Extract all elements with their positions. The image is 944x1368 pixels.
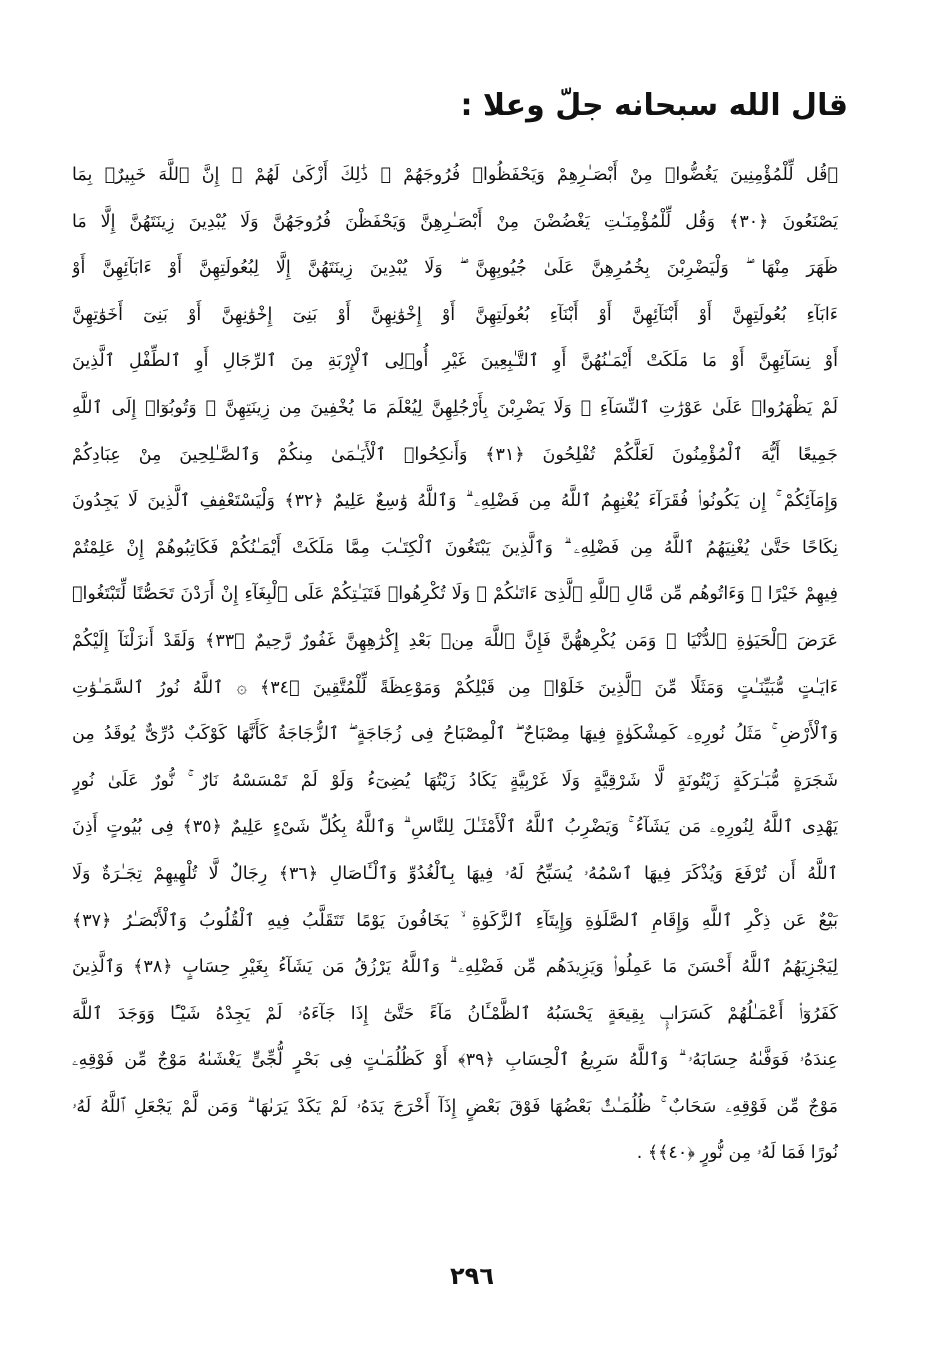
verse-line: ءَايَـٰتٍ مُّبَيِّنَـٰتٍ وَمَثَلًا مِّنَ ٱلَّذِينَ خَلَوْا۟ مِن قَبْلِكُمْ وَمَوْعِظَةً لِّلْمُتَّقِينَ ﴿٣٤﴾ ۞ ٱللَّهُ نُورُ ٱلسَّمَـٰوَٰتِ: [72, 677, 838, 698]
verse-line: نِكَاحًا حَتَّىٰ يُغْنِيَهُمُ ٱللَّهُ مِن فَضْلِهِۦ ۗ وَٱلَّذِينَ يَبْتَغُونَ ٱلْكِتَـٰبَ مِمَّا مَلَكَتْ أَيْمَـٰنُكُمْ فَكَاتِبُوهُمْ إِنْ عَلِمْتُمْ: [72, 537, 838, 558]
verse-line: أَوْ نِسَآئِهِنَّ أَوْ مَا مَلَكَتْ أَيْمَـٰنُهُنَّ أَوِ ٱلتَّـٰبِعِينَ غَيْرِ أُو۟لِى ٱلْإِرْبَةِ مِنَ ٱلرِّجَالِ أَوِ ٱلطِّفْلِ ٱلَّذِينَ: [72, 351, 838, 372]
verse-line: ٱللَّهُ أَن تُرْفَعَ وَيُذْكَرَ فِيهَا ٱسْمُهُۥ يُسَبِّحُ لَهُۥ فِيهَا بِٱلْغُدُوِّ وَٱلْـَٔاصَالِ ﴿٣٦﴾ رِجَالٌ لَّا تُلْهِيهِمْ تِجَـٰرَةٌ وَلَا: [72, 863, 838, 884]
verse-line: فِيهِمْ خَيْرًا ۖ وَءَاتُوهُم مِّن مَّالِ ٱللَّهِ ٱلَّذِىٓ ءَاتَىٰكُمْ ۚ وَلَا تُكْرِهُوا۟ فَتَيَـٰتِكُمْ عَلَى ٱلْبِغَآءِ إِنْ أَرَدْنَ تَحَصُّنًا لِّتَبْتَغُوا۟: [72, 584, 838, 605]
page-number: ٢٩٦: [450, 1262, 494, 1290]
verse-line: كَفَرُوٓا۟ أَعْمَـٰلُهُمْ كَسَرَابٍۭ بِقِيعَةٍ يَحْسَبُهُ ٱلظَّمْـَٔانُ مَآءً حَتَّىٰٓ إِذَا جَآءَهُۥ لَمْ يَجِدْهُ شَيْـًٔا وَوَجَدَ ٱللَّهَ: [72, 1003, 838, 1024]
verse-line: جَمِيعًا أَيُّهَ ٱلْمُؤْمِنُونَ لَعَلَّكُمْ تُفْلِحُونَ ﴿٣١﴾ وَأَنكِحُوا۟ ٱلْأَيَـٰمَىٰ مِنكُمْ وَٱلصَّـٰلِحِينَ مِنْ عِبَادِكُمْ: [72, 444, 838, 465]
verse-line: ءَابَآءِ بُعُولَتِهِنَّ أَوْ أَبْنَآئِهِنَّ أَوْ أَبْنَآءِ بُعُولَتِهِنَّ أَوْ إِخْوَٰنِهِنَّ أَوْ بَنِىٓ إِخْوَٰنِهِنَّ أَوْ بَنِىٓ أَخَوَٰتِهِنَّ: [72, 304, 838, 325]
verse-line: يَصْنَعُونَ ﴿٣٠﴾ وَقُل لِّلْمُؤْمِنَـٰتِ يَغْضُضْنَ مِنْ أَبْصَـٰرِهِنَّ وَيَحْفَظْنَ فُرُوجَهُنَّ وَلَا يُبْدِينَ زِينَتَهُنَّ إِلَّا مَا: [72, 211, 838, 232]
verse-line: عَرَضَ ٱلْحَيَوٰةِ ٱلدُّنْيَا ۚ وَمَن يُكْرِههُّنَّ فَإِنَّ ٱللَّهَ مِنۢ بَعْدِ إِكْرَٰهِهِنَّ غَفُورٌ رَّحِيمٌ ﴿٣٣﴾ وَلَقَدْ أَنزَلْنَآ إِلَيْكُمْ: [72, 630, 838, 651]
verse-line: شَجَرَةٍ مُّبَـٰرَكَةٍ زَيْتُونَةٍ لَّا شَرْقِيَّةٍ وَلَا غَرْبِيَّةٍ يَكَادُ زَيْتُهَا يُضِىٓءُ وَلَوْ لَمْ تَمْسَسْهُ نَارٌ ۚ نُّورٌ عَلَىٰ نُورٍ: [72, 770, 838, 791]
verse-line: ﴿قُل لِّلْمُؤْمِنِينَ يَغُضُّوا۟ مِنْ أَبْصَـٰرِهِمْ وَيَحْفَظُوا۟ فُرُوجَهُمْ ۚ ذَٰلِكَ أَزْكَىٰ لَهُمْ ۗ إِنَّ ٱللَّهَ خَبِيرٌۢ بِمَا: [72, 165, 838, 185]
verse-line: مَوْجٌ مِّن فَوْقِهِۦ سَحَابٌ ۚ ظُلُمَـٰتٌۢ بَعْضُهَا فَوْقَ بَعْضٍ إِذَآ أَخْرَجَ يَدَهُۥ لَمْ يَكَدْ يَرَىٰهَا ۗ وَمَن لَّمْ يَجْعَلِ ٱللَّهُ لَهُۥ: [72, 1096, 838, 1117]
page-heading: قال الله سبحانه جلّ وعلا :: [460, 88, 848, 123]
verse-line: وَإِمَآئِكُمْ ۚ إِن يَكُونُوا۟ فُقَرَآءَ يُغْنِهِمُ ٱللَّهُ مِن فَضْلِهِۦ ۗ وَٱللَّهُ وَٰسِعٌ عَلِيمٌ ﴿٣٢﴾ وَلْيَسْتَعْفِفِ ٱلَّذِينَ لَا يَجِدُونَ: [72, 491, 838, 512]
verse-line: بَيْعٌ عَن ذِكْرِ ٱللَّهِ وَإِقَامِ ٱلصَّلَوٰةِ وَإِيتَآءِ ٱلزَّكَوٰةِ ۙ يَخَافُونَ يَوْمًا تَتَقَلَّبُ فِيهِ ٱلْقُلُوبُ وَٱلْأَبْصَـٰرُ ﴿٣٧﴾: [72, 910, 838, 931]
verses-block: [72, 152, 838, 1172]
verse-line: عِندَهُۥ فَوَفَّىٰهُ حِسَابَهُۥ ۗ وَٱللَّهُ سَرِيعُ ٱلْحِسَابِ ﴿٣٩﴾ أَوْ كَظُلُمَـٰتٍ فِى بَحْرٍ لُّجِّىٍّ يَغْشَىٰهُ مَوْجٌ مِّن فَوْقِهِۦ: [72, 1050, 838, 1071]
verse-line: نُورًا فَمَا لَهُۥ مِن نُّورٍ ﴿٤٠﴾﴾ .: [636, 1143, 838, 1164]
verse-line: ظَهَرَ مِنْهَا ۖ وَلْيَضْرِبْنَ بِخُمُرِهِنَّ عَلَىٰ جُيُوبِهِنَّ ۖ وَلَا يُبْدِينَ زِينَتَهُنَّ إِلَّا لِبُعُولَتِهِنَّ أَوْ ءَابَآئِهِنَّ أَوْ: [72, 258, 838, 279]
verse-line: يَهْدِى ٱللَّهُ لِنُورِهِۦ مَن يَشَآءُ ۚ وَيَضْرِبُ ٱللَّهُ ٱلْأَمْثَـٰلَ لِلنَّاسِ ۗ وَٱللَّهُ بِكُلِّ شَىْءٍ عَلِيمٌ ﴿٣٥﴾ فِى بُيُوتٍ أَذِنَ: [72, 817, 838, 838]
verse-line: وَٱلْأَرْضِ ۚ مَثَلُ نُورِهِۦ كَمِشْكَوٰةٍ فِيهَا مِصْبَاحٌ ۖ ٱلْمِصْبَاحُ فِى زُجَاجَةٍ ۖ ٱلزُّجَاجَةُ كَأَنَّهَا كَوْكَبٌ دُرِّىٌّ يُوقَدُ مِن: [72, 724, 838, 745]
verse-line: لِيَجْزِيَهُمُ ٱللَّهُ أَحْسَنَ مَا عَمِلُوا۟ وَيَزِيدَهُم مِّن فَضْلِهِۦ ۗ وَٱللَّهُ يَرْزُقُ مَن يَشَآءُ بِغَيْرِ حِسَابٍ ﴿٣٨﴾ وَٱلَّذِينَ: [72, 957, 838, 978]
verse-line: لَمْ يَظْهَرُوا۟ عَلَىٰ عَوْرَٰتِ ٱلنِّسَآءِ ۖ وَلَا يَضْرِبْنَ بِأَرْجُلِهِنَّ لِيُعْلَمَ مَا يُخْفِينَ مِن زِينَتِهِنَّ ۚ وَتُوبُوٓا۟ إِلَى ٱللَّهِ: [72, 397, 838, 418]
